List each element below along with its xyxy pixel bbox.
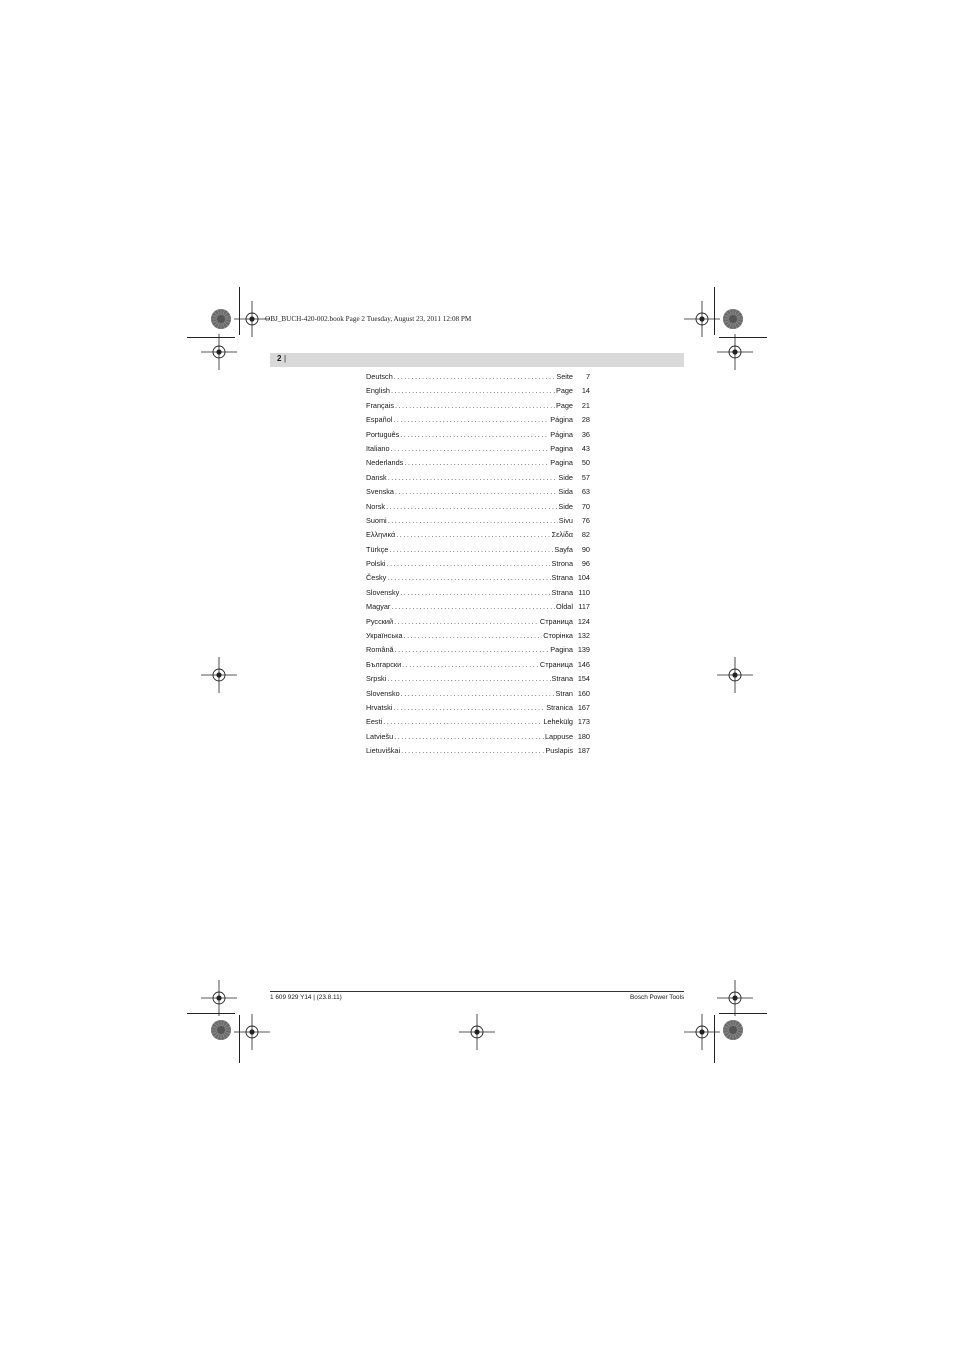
toc-page-number: 139: [577, 645, 590, 655]
toc-leader-dots: [395, 399, 555, 413]
toc-language: Română: [366, 645, 394, 655]
toc-page-number: 104: [577, 573, 590, 583]
toc-language: Norsk: [366, 501, 386, 511]
toc-entry: [366, 701, 590, 715]
toc-page-word: Lappuse: [545, 731, 573, 741]
toc-leader-dots: [395, 485, 557, 499]
toc-leader-dots: [400, 428, 549, 442]
toc-language: Česky: [366, 573, 387, 583]
toc-page-word: Sida: [558, 487, 573, 497]
toc-page-word: Pagina: [550, 443, 573, 453]
toc-page-number: 14: [581, 386, 590, 396]
toc-page-number: 160: [577, 688, 590, 698]
toc-leader-dots: [401, 744, 544, 758]
toc-page-word: Strana: [551, 587, 573, 597]
toc-page-number: 124: [577, 616, 590, 626]
toc-entry: [366, 586, 590, 600]
toc-entry: [366, 528, 590, 542]
toc-page-number: 110: [578, 587, 590, 597]
toc-leader-dots: [394, 615, 539, 629]
toc-page-number: 96: [581, 559, 590, 569]
toc-language: Latviešu: [366, 731, 394, 741]
toc-language: Hrvatski: [366, 702, 393, 712]
toc-language: Suomi: [366, 515, 387, 525]
toc-page-word: Page: [555, 400, 573, 410]
page-header-bar: [270, 353, 684, 367]
file-info-line: OBJ_BUCH-420-002.book Page 2 Tuesday, August 23, 2011 12:08 PM: [265, 315, 472, 323]
crosshair-circle-icon: [232, 1012, 272, 1052]
crosshair-circle-icon: [199, 332, 239, 372]
toc-leader-dots: [393, 701, 545, 715]
toc-entry: [366, 643, 590, 657]
toc-leader-dots: [386, 557, 550, 571]
toc-entry: [366, 600, 590, 614]
toc-page-number: 43: [581, 443, 590, 453]
toc-entry: [366, 442, 590, 456]
toc-entry: [366, 687, 590, 701]
toc-entry: [366, 456, 590, 470]
table-of-contents: [366, 370, 590, 759]
toc-page-word: Pagina: [550, 458, 573, 468]
crosshair-circle-icon: [715, 655, 755, 695]
footer-document-code: 1 609 929 Y14 | (23.8.11): [270, 994, 342, 1001]
toc-page-word: Страница: [539, 659, 573, 669]
toc-leader-dots: [387, 571, 550, 585]
toc-language: English: [366, 386, 390, 396]
toc-leader-dots: [401, 687, 555, 701]
footer-brand: Bosch Power Tools: [630, 994, 685, 1001]
toc-entry: [366, 571, 590, 585]
toc-language: Eesti: [366, 717, 383, 727]
toc-page-word: Side: [558, 501, 573, 511]
toc-entry: [366, 629, 590, 643]
toc-leader-dots: [394, 730, 544, 744]
toc-leader-dots: [386, 500, 557, 514]
toc-language: Srpski: [366, 674, 387, 684]
toc-language: Français: [366, 400, 394, 410]
toc-page-number: 82: [581, 530, 590, 540]
toc-page-number: 180: [577, 731, 590, 741]
toc-entry: [366, 399, 590, 413]
toc-leader-dots: [391, 600, 555, 614]
toc-page-word: Σελίδα: [551, 530, 573, 540]
page-number-separator: |: [284, 354, 287, 363]
toc-page-word: Oldal: [555, 602, 573, 612]
toc-page-word: Página: [550, 429, 573, 439]
toc-page-word: Page: [555, 386, 573, 396]
toc-language: Español: [366, 415, 393, 425]
toc-leader-dots: [404, 629, 543, 643]
crosshair-circle-icon: [457, 1012, 497, 1052]
toc-page-number: 187: [577, 746, 590, 756]
toc-entry: [366, 715, 590, 729]
toc-page-number: 57: [581, 472, 590, 482]
crosshair-circle-icon: [682, 1012, 722, 1052]
toc-page-word: Сторінка: [543, 631, 573, 641]
toc-language: Українська: [366, 631, 403, 641]
toc-entry: [366, 543, 590, 557]
toc-page-word: Página: [550, 415, 573, 425]
segmented-disc-icon: [210, 1019, 232, 1041]
toc-entry: [366, 658, 590, 672]
toc-leader-dots: [393, 413, 549, 427]
toc-page-word: Seite: [556, 372, 573, 381]
toc-entry: [366, 672, 590, 686]
toc-leader-dots: [402, 658, 539, 672]
toc-page-number: 50: [581, 458, 590, 468]
toc-page-number: 146: [577, 659, 590, 669]
toc-page-number: 173: [577, 717, 590, 727]
toc-leader-dots: [395, 643, 550, 657]
toc-language: Türkçe: [366, 544, 389, 554]
footer-rule: [270, 991, 684, 992]
toc-leader-dots: [391, 442, 550, 456]
toc-page-number: 36: [581, 429, 590, 439]
toc-page-word: Pagina: [550, 645, 573, 655]
toc-language: Български: [366, 659, 402, 669]
toc-page-number: 21: [581, 400, 590, 410]
toc-language: Deutsch: [366, 372, 393, 381]
toc-language: Magyar: [366, 602, 391, 612]
toc-entry: [366, 730, 590, 744]
toc-language: Slovensko: [366, 688, 400, 698]
toc-page-word: Strana: [551, 573, 573, 583]
toc-page-word: Stranica: [546, 702, 573, 712]
toc-page-word: Lehekülg: [543, 717, 573, 727]
toc-entry: [366, 557, 590, 571]
toc-entry: [366, 514, 590, 528]
toc-leader-dots: [387, 672, 550, 686]
toc-entry: [366, 384, 590, 398]
crosshair-circle-icon: [715, 332, 755, 372]
toc-leader-dots: [391, 384, 555, 398]
segmented-disc-icon: [722, 1019, 744, 1041]
toc-page-number: 70: [581, 501, 590, 511]
toc-entry: [366, 370, 590, 384]
toc-leader-dots: [396, 528, 550, 542]
toc-page-word: Sayfa: [554, 544, 573, 554]
toc-language: Ελληνικά: [366, 530, 396, 540]
toc-language: Русский: [366, 616, 394, 626]
toc-page-number: 76: [581, 515, 590, 525]
toc-page-number: 132: [577, 631, 590, 641]
toc-language: Polski: [366, 559, 386, 569]
toc-page-word: Stran: [555, 688, 573, 698]
toc-leader-dots: [388, 514, 558, 528]
toc-entry: [366, 615, 590, 629]
toc-page-word: Puslapis: [545, 746, 573, 756]
toc-leader-dots: [389, 543, 553, 557]
toc-page-number: 90: [581, 544, 590, 554]
segmented-disc-icon: [210, 308, 232, 330]
crosshair-circle-icon: [199, 655, 239, 695]
toc-leader-dots: [383, 715, 542, 729]
segmented-disc-icon: [722, 308, 744, 330]
toc-language: Lietuviškai: [366, 746, 401, 756]
page-number: 2: [277, 354, 282, 363]
toc-language: Slovensky: [366, 587, 400, 597]
toc-page-word: Strona: [551, 559, 573, 569]
toc-language: Italiano: [366, 443, 390, 453]
toc-page-word: Strana: [551, 674, 573, 684]
toc-page-number: 7: [585, 372, 590, 381]
toc-entry: [366, 428, 590, 442]
toc-page-word: Sivu: [558, 515, 573, 525]
toc-language: Svenska: [366, 487, 394, 497]
toc-entry: [366, 485, 590, 499]
toc-entry: [366, 744, 590, 758]
toc-leader-dots: [400, 586, 550, 600]
toc-language: Nederlands: [366, 458, 404, 468]
toc-language: Dansk: [366, 472, 387, 482]
toc-leader-dots: [388, 471, 558, 485]
toc-entry: [366, 471, 590, 485]
toc-page-number: 167: [577, 702, 590, 712]
toc-leader-dots: [404, 456, 549, 470]
toc-page-number: 117: [578, 602, 590, 612]
toc-leader-dots: [394, 370, 556, 384]
toc-page-number: 154: [577, 674, 590, 684]
toc-page-number: 63: [581, 487, 590, 497]
toc-entry: [366, 413, 590, 427]
toc-page-number: 28: [581, 415, 590, 425]
toc-page-word: Страница: [539, 616, 573, 626]
toc-language: Português: [366, 429, 400, 439]
toc-entry: [366, 500, 590, 514]
toc-page-word: Side: [558, 472, 573, 482]
